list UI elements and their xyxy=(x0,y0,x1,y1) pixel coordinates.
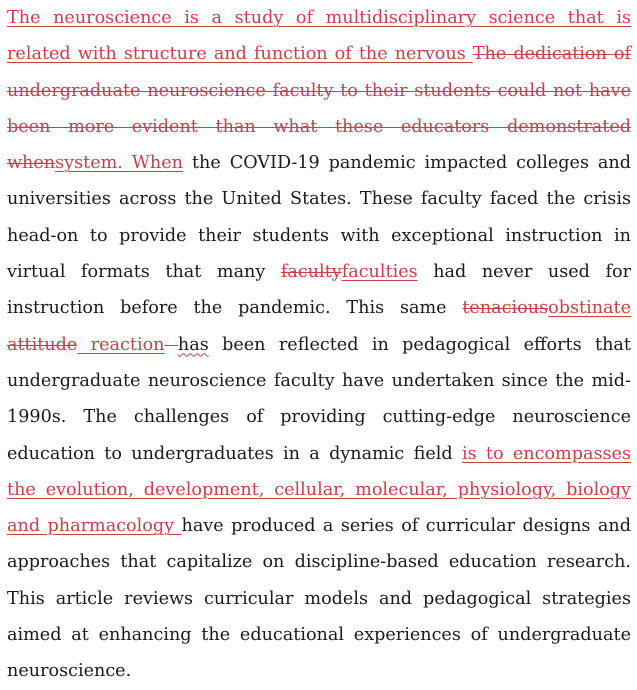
inserted-text: faculties xyxy=(341,262,418,283)
inserted-text: obstinate xyxy=(548,298,631,319)
inserted-text: The neuroscience is a study of multidisciplinary science that is related with structure and function of the nervous xyxy=(7,8,631,65)
inserted-text: is to encompasses the evolution, development, cellular, molecular, physiology, biology and pharmacology xyxy=(7,443,631,537)
deleted-text: The dedication of undergraduate neuroscience faculty to their students could not have been more evident than what these educators demonstrated when xyxy=(7,44,632,174)
body-text: have produced a series of curricular designs and approaches that capitalize on discipline-based education research. This article reviews curricular models and pedagogical strategies aimed at enhancing the educational experiences of undergraduate neuroscience. xyxy=(7,516,631,682)
body-text: been reflected in pedagogical efforts that undergraduate neuroscience faculty have undertaken since the mid-1990s. The challenges of providing cutting-edge neuroscience education to undergraduates in a dynamic field xyxy=(7,334,631,464)
body-text: the COVID-19 pandemic impacted colleges and universities across the United States. These faculty faced the crisis head-on to provide their students with exceptional instruction in virtual formats that many xyxy=(7,153,632,283)
inserted-text: system. When xyxy=(55,153,184,174)
grammar-flagged-text: has xyxy=(177,334,209,355)
body-text: had never used for instruction before the pandemic. This same xyxy=(7,262,631,319)
deleted-text: attitude xyxy=(7,334,78,355)
deleted-text: faculty xyxy=(280,262,342,283)
deleted-text: tenacious xyxy=(462,298,549,319)
deleted-text xyxy=(165,335,178,355)
inserted-text: reaction xyxy=(77,334,165,355)
